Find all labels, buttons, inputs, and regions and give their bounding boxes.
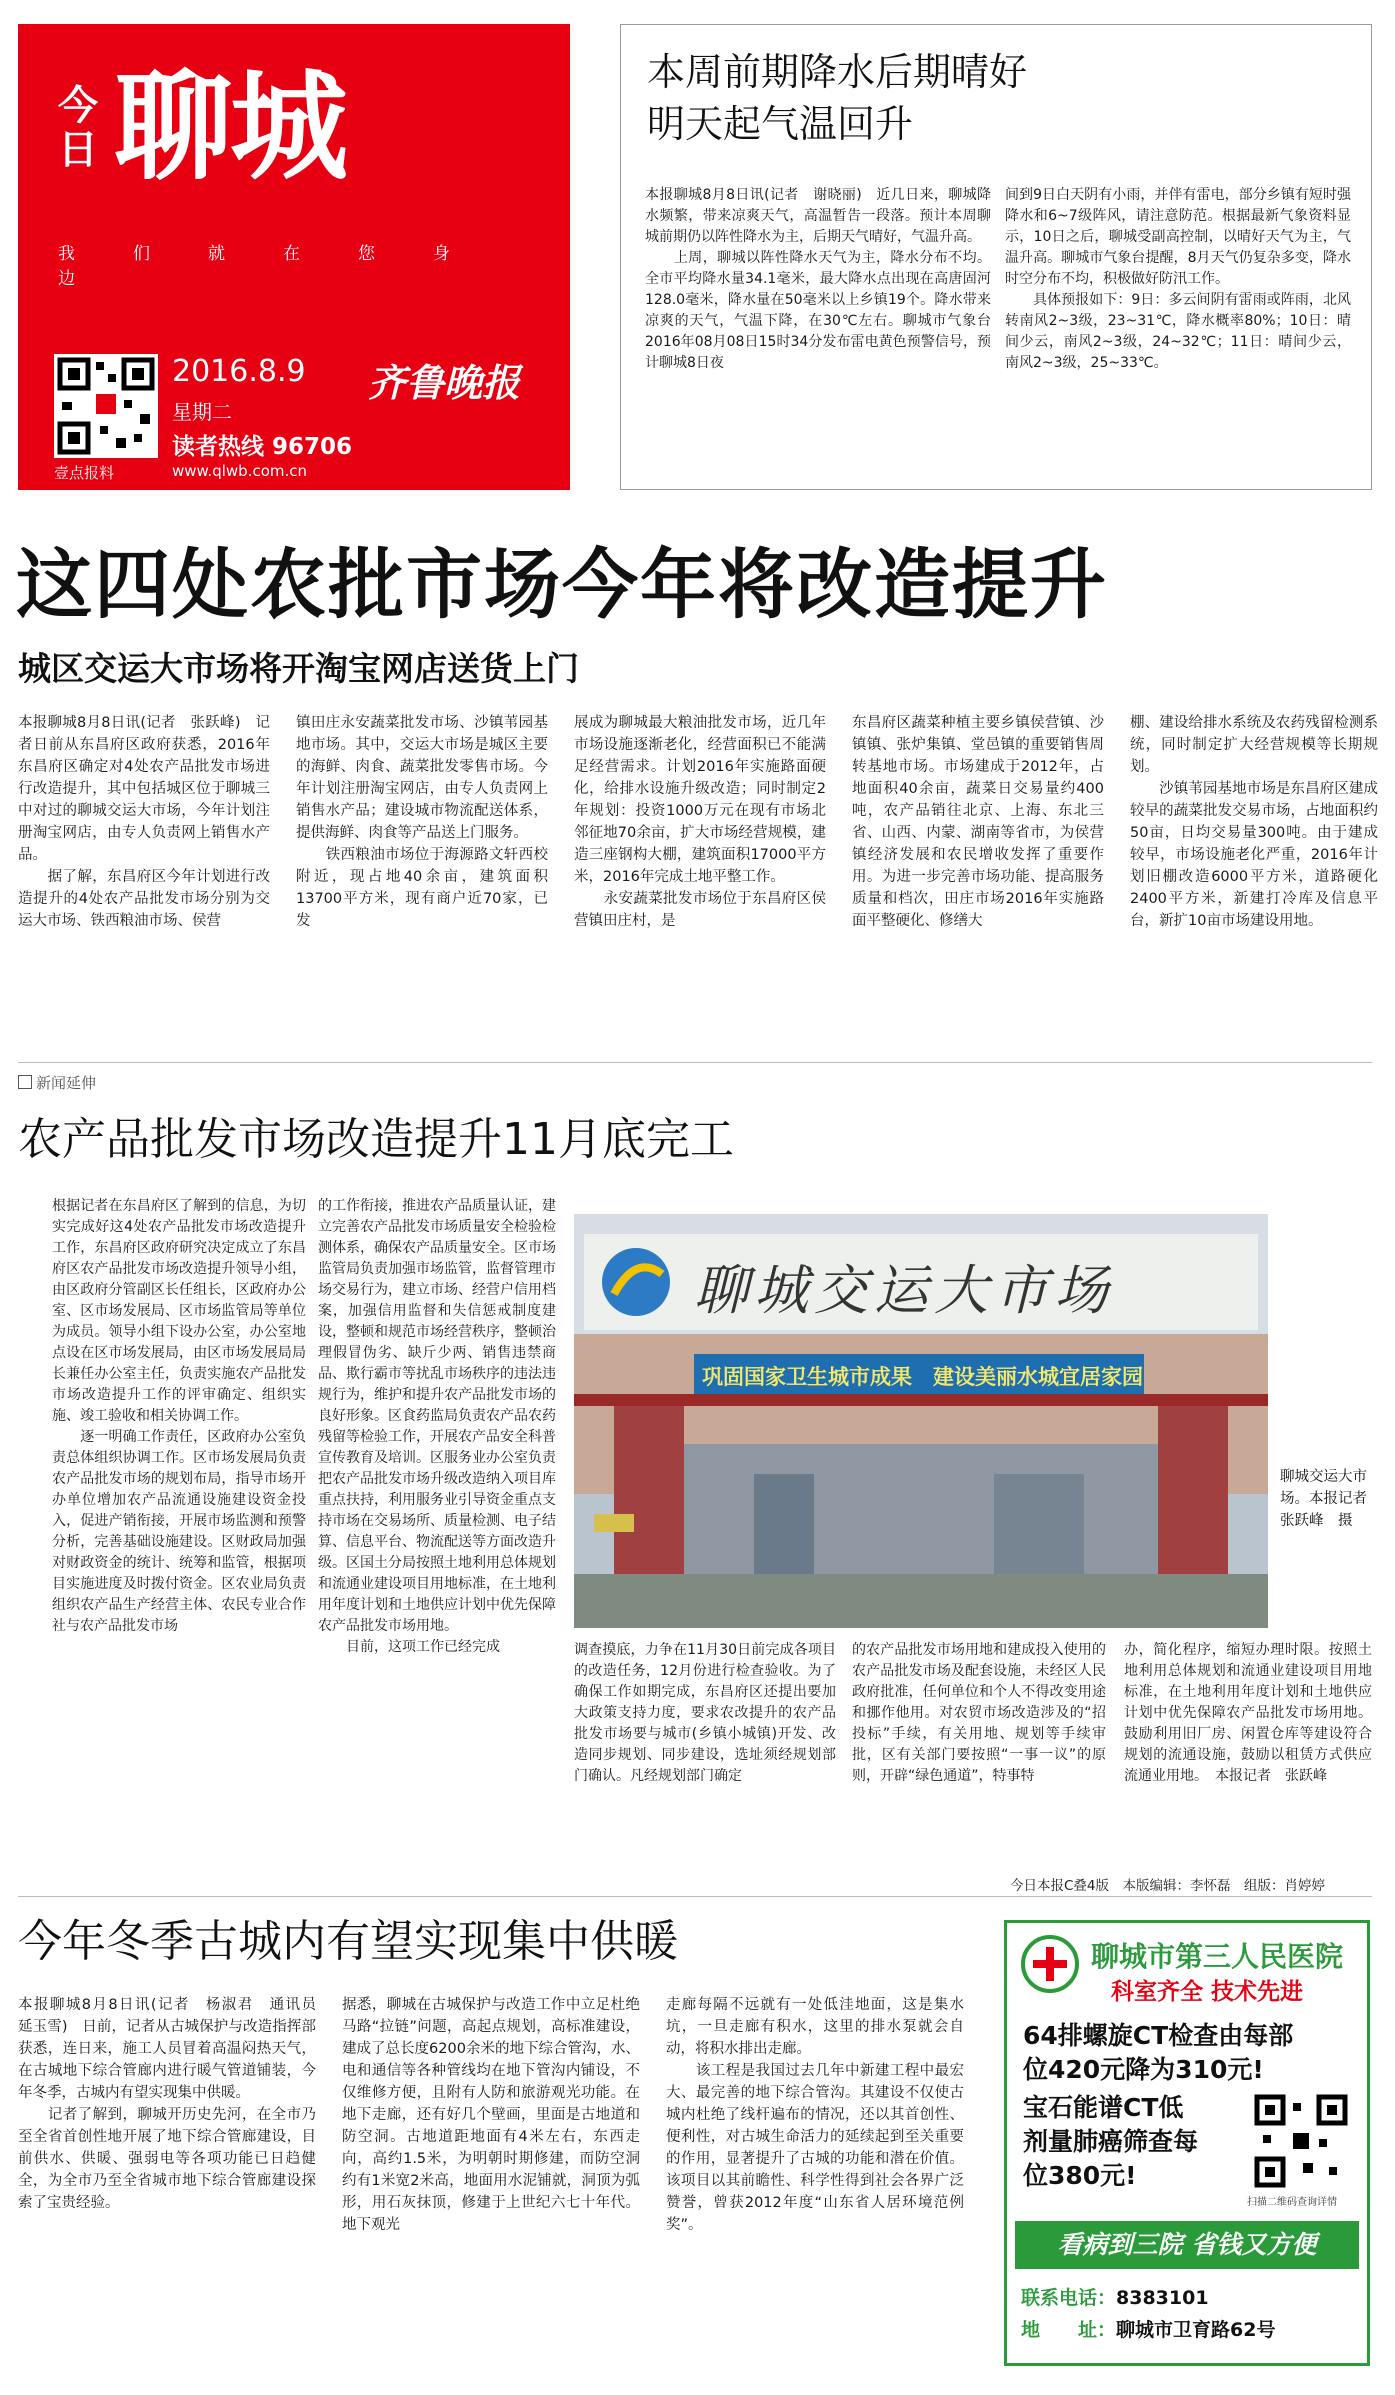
issue-weekday: 星期二 [172,400,232,424]
website-url[interactable]: www.qlwb.com.cn [172,462,307,480]
ad-phone[interactable]: 8383101 [1116,2287,1209,2309]
lead-col-3: 展成为聊城最大粮油批发市场，近几年市场设施逐渐老化，经营面积已不能满足经营需求。计划2016年实施路面硬化，给排水设施升级改造；同时制定2年规划：投资1000万元在现有市场北邻征地70余亩，扩大市场经营规模，建造三座钢构大棚，建筑面积17000平方米，2016年完成土地平整工作。 永安蔬菜批发市场位于东昌府区侯营镇田庄村，是 [574,715,826,929]
lead-col-5: 棚、建设给排水系统及农药残留检测系统，同时制定扩大经营规模等长期规划。 沙镇苇园基地市场是东昌府区建成较早的蔬菜批发交易市场，占地面积约50亩，日均交易量300吨。由于建成较早，市场设施老化严重，2016年计划旧棚改造6000平方米，道路硬化2400平方米，新建打冷库及信息平台，新扩10亩市场建设用地。 [1130,715,1378,929]
news-extension-label: 新闻延伸 [36,1074,97,1092]
hospital-ad[interactable] [1004,1920,1370,2366]
logo-small-text: 今日 [58,83,98,173]
ad-phone-row [1021,2283,1209,2313]
weather-headline-1: 本周前期降水后期晴好 [647,50,1028,94]
heating-col-2: 据悉，聊城在古城保护与改造工作中立足杜绝马路“拉链”问题，高起点规划，高标准建设，建成了总长度6200余米的地下综合管沟，水、电和通信等各种管线均在地下管沟内铺设，不仅维修方便，且附有人防和旅游观光功能。在地下走廊，还有好几个壁画，里面是古地道和防空洞。古地道距地面有4米左右，东西走向，高约1.5米，为明朝时期修建，而防空洞约有1米宽2米高，地面用水泥铺就，洞顶为弧形，用石灰抹顶，修建于上世纪六七十年代。地下观光 [342,1997,640,2233]
ad-line-3: 宝石能谱CT低 [1023,2093,1184,2122]
extension-col-1: 根据记者在东昌府区了解到的信息，为切实完成好这4处农产品批发市场改造提升工作，东昌府区政府研究决定成立了东昌府区农产品批发市场改造提升领导小组，由区政府分管副区长任组长，区政府办公室、区市场发展局、区市场监管局等单位为成员。领导小组下设办公室，办公室地点设在区市场发展局，由区市场发展局局长兼任办公室主任，负责实施农产品批发市场改造提升工作的评审确定、组织实施、竣工验收和相关协调工作。 逐一明确工作责任，区政府办公室负责总体组织协调工作。区市场发展局负责农产品批发市场的规划布局，指导市场开办单位增加农产品流通设施建设资金投入，促进产销衔接，开展市场监测和预警分析，完善基础设施建设。区财政局加强对财政资金的统计、统筹和监管，根据项目实施进度及时拨付资金。区农业局负责组织农产品生产经营主体、农民专业合作社与农产品批发市场 [52,1198,306,1634]
ad-line-1: 64排螺旋CT检查由每部 [1023,2021,1294,2050]
ad-address-row [1021,2315,1275,2345]
slogan: 我们就在您身边 [58,244,508,289]
heating-col-3: 走廊每隔不远就有一处低洼地面，这是集水坑，一旦走廊有积水，这里的排水泵就会自动，将积水排出走廊。 该工程是我国过去几年中新建工程中最宏大、最完善的地下综合管沟。其建设不仅使古城内杜绝了线杆遍布的情况，还以其首创性、便利性，对古城生命活力的延续起到至关重要的作用，显著提升了古城的功能和潜在价值。该项目以其前瞻性、科学性得到社会各界广泛赞誉，曾获2012年度“山东省人居环境范例奖”。 [666,1997,964,2233]
lead-subhead: 城区交运大市场将开淘宝网店送货上门 [18,649,579,688]
page-credits: 今日本报C叠4版 本版编辑：李怀磊 组版：肖婷婷 [1010,1878,1326,1894]
ad-address-label: 地 址： [1021,2319,1117,2341]
heating-headline: 今年冬季古城内有望实现集中供暖 [18,1916,678,1967]
hospital-name: 聊城市第三人民医院 [1091,1940,1344,1973]
extension-col-2: 的工作衔接，推进农产品质量认证，建立完善农产品批发市场质量安全检验检测体系，确保农产品质量安全。区市场监管局负责加强市场监管，监督管理市场交易行为，建立市场、经营户信用档案，加强信用监督和失信惩戒制度建设，整顿和规范市场经营秩序，整顿治理假冒伪劣、缺斤少两、销售违禁商品、欺行霸市等扰乱市场秩序的违法违规行为，维护和提升农产品批发市场的良好形象。区食药监局负责农产品农药残留等检验工作，开展农产品安全科普宣传教育及培训。区服务业办公室负责把农产品批发市场升级改造纳入项目库重点扶持，利用服务业引导资金重点支持市场在交易场所、质量检测、电子结算、信息平台、物流配送等方面改造升级。区国土分局按照土地利用总体规划和流通业建设项目用地标准，在土地利用年度计划和土地供应计划中优先保障农产品批发市场用地。 目前，这项工作已经完成 [318,1198,556,1655]
ad-phone-label: 联系电话： [1021,2287,1117,2309]
heating-col-1: 本报聊城8月8日讯(记者 杨淑君 通讯员 延玉雪) 日前，记者从古城保护与改造指挥部获悉，连日来，施工人员冒着高温闷热天气，在古城地下综合管廊内进行暖气管道铺装，今年冬季，古城内有望实现集中供暖。 记者了解到，聊城开历史先河，在全市乃至全省首创性地开展了地下综合管廊建设，目前供水、供暖、强弱电等各项功能已日趋健全，为全市乃至全省城市地下综合管廊建设探索了宝贵经验。 [18,1997,316,2211]
ad-slogan-bar [1015,2221,1359,2269]
lead-col-2: 镇田庄永安蔬菜批发市场、沙镇苇园基地市场。其中，交运大市场是城区主要的海鲜、肉食、蔬菜批发零售市场。今年计划注册淘宝网店，由专人负责网上销售水产品；建设城市物流配送体系，提供海鲜、肉食等产品送上门服务。 铁西粮油市场位于海源路文轩西校附近，现占地40余亩，建筑面积13700平方米，现有商户近70家，已发 [296,715,548,929]
section-divider-2 [18,1896,1372,1897]
weather-body-right: 间到9日白天阴有小雨，并伴有雷电，部分乡镇有短时强降水和6~7级阵风，请注意防范。根据最新气象资料显示，10日之后，聊城受副高控制，以晴好天气为主，气温升高。聊城市气象台提醒，8月天气仍复杂多变，降水时空分布不均，积极做好防汛工作。 具体预报如下：9日：多云间阴有雷雨或阵雨，北风转南风2~3级，23~31℃，降水概率80%；10日：晴间少云，南风2~3级，24~32℃；11日：晴间少云，南风2~3级，25~33℃。 [1005,187,1351,371]
ad-line-5: 位380元! [1023,2161,1137,2190]
extension-headline: 农产品批发市场改造提升11月底完工 [18,1114,734,1165]
extension-col-3: 调查摸底，力争在11月30日前完成各项目的改造任务，12月份进行检查验收。为了确保工作如期完成，东昌府区还提出要加大政策支持力度，要求农改提升的农产品批发市场要与城市(乡镇小城镇)开发、改造同步规划、同步建设，选址须经规划部门确认。凡经规划部门确定 [574,1642,836,1784]
photo-banner: 巩固国家卫生城市成果 建设美丽水城宜居家园 [702,1365,1143,1389]
section-divider [18,1062,1372,1063]
weather-body-left: 本报聊城8月8日讯(记者 谢晓丽) 近几日来，聊城降水频繁，带来凉爽天气，高温暂告一段落。预计本周聊城前期仍以阵性降水为主，后期天气晴好，气温升高。 上周，聊城以阵性降水天气为主，降水分布不均。全市平均降水量34.1毫米，最大降水点出现在高唐固河128.0毫米，降水量在50毫米以上乡镇19个。降水带来凉爽的天气，气温下降，在30℃左右。聊城市气象台2016年08月08日15时34分发布雷电黄色预警信号，预计聊城8日夜 [645,187,991,371]
hospital-tagline: 科室齐全 技术先进 [1111,1979,1304,2005]
extension-col-4: 的农产品批发市场用地和建成投入使用的农产品批发市场及配套设施，未经区人民政府批准，任何单位和个人不得改变用途和挪作他用。对农贸市场改造涉及的“招投标”手续，有关用地、规划等手续审批，区有关部门要按照“一事一议”的原则，开辟“绿色通道”，特事特 [852,1642,1106,1784]
lead-col-1: 本报聊城8月8日讯(记者 张跃峰) 记者日前从东昌府区政府获悉，2016年东昌府区确定对4处农产品批发市场进行改造提升，其中包括城区位于聊城三中对过的聊城交运大市场，今年计划注册淘宝网店，由专人负责网上销售水产品。 据了解，东昌府区今年计划进行改造提升的4处农产品批发市场分别为交运大市场、铁西粮油市场、侯营 [18,715,270,929]
ad-qr-code-icon[interactable] [1253,2093,1349,2189]
weather-headline-2: 明天起气温回升 [647,102,914,146]
ad-address: 聊城市卫育路62号 [1116,2319,1276,2341]
reader-hotline: 读者热线 96706 [172,434,353,460]
hospital-logo-icon [1021,1935,1079,1993]
lead-headline: 这四处农批市场今年将改造提升 [16,540,1108,629]
qr-caption: 壹点报料 [54,464,115,482]
extension-col-5: 办，简化程序，缩短办理时限。按照土地利用总体规划和流通业建设项目用地标准，在土地利用年度计划和土地供应计划中优先保障农产品批发市场用地。鼓励利用旧厂房、闲置仓库等建设符合规划的流通设施，鼓励以租赁方式供应流通业用地。 本报记者 张跃峰 [1124,1642,1372,1784]
ad-qr-caption: 扫描二维码查询详情 [1247,2197,1337,2208]
square-icon [18,1075,32,1089]
market-photo [574,1214,1268,1628]
photo-market-sign: 聊城交运大市场 [694,1259,1114,1322]
weather-article [620,24,1372,490]
ad-line-2: 位420元降为310元! [1023,2055,1264,2084]
issue-date: 2016.8.9 [172,354,306,389]
logo-main-text: 聊城 [114,57,347,196]
masthead [18,24,570,490]
ad-slogan: 看病到三院 省钱又方便 [1057,2230,1317,2259]
qr-code-icon [54,354,158,458]
news-extension-tag [18,1072,96,1093]
photo-caption: 聊城交运大市场。本报记者 张跃峰 摄 [1280,1469,1382,1529]
lead-col-4: 东昌府区蔬菜种植主要乡镇侯营镇、沙镇镇、张炉集镇、堂邑镇的重要销售周转基地市场。市场建成于2012年，占地面积40余亩，蔬菜日交易量约400吨，农产品销往北京、上海、东北三省、山西、内蒙、湖南等省市，为侯营镇经济发展和农民增收发挥了重要作用。为进一步完善市场功能、提高服务质量和档次，田庄市场2016年实施路面平整硬化、修缮大 [852,715,1104,929]
paper-name: 齐鲁晚报 [368,360,521,405]
ad-line-4: 剂量肺癌筛查每 [1023,2127,1199,2156]
